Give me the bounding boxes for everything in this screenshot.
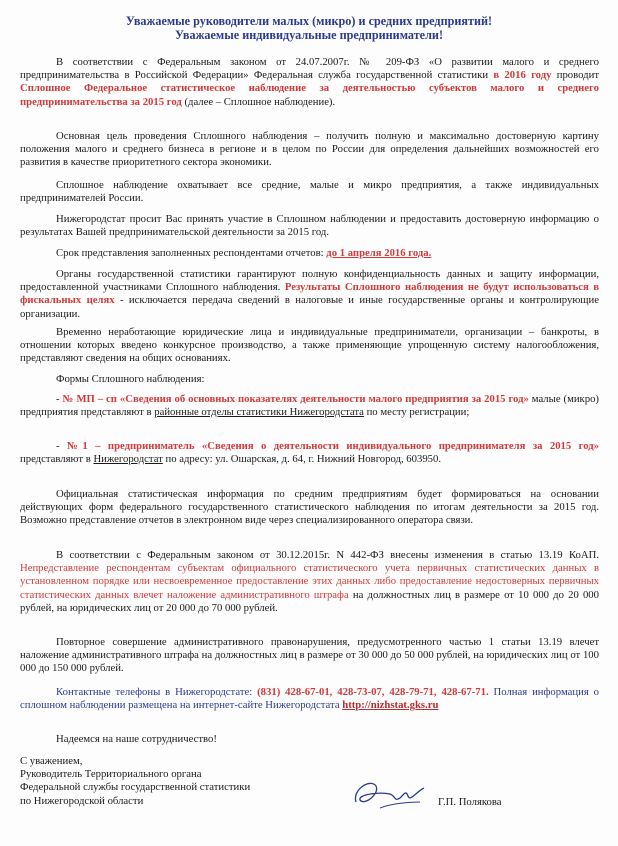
p9-text-c: малые (микро) предприятия представляют в bbox=[20, 393, 599, 419]
p9-dash: - bbox=[56, 393, 63, 405]
p9-district-offices: районные отделы статистики Нижегородстата bbox=[154, 406, 364, 419]
signature-title-2: Федеральной службы государственной статистики bbox=[20, 781, 251, 794]
website-link[interactable]: http://nizhstat.gks.ru bbox=[342, 699, 439, 712]
signatory-name: Г.П. Полякова bbox=[438, 796, 502, 808]
p1-text-a: В соответствии с Федеральным законом от 24.07.2007г. № 209-ФЗ «О развитии малого и среднего предпринимательства в Российской Федерации» Федеральная служба государственной статистики bbox=[20, 56, 599, 82]
paragraph-intro bbox=[20, 56, 599, 109]
p12-text-a: В соответствии с Федеральным законом от 30.12.2015г. N 442-ФЗ внесены изменения в статью 13.19 КоАП. bbox=[56, 549, 599, 561]
paragraph-forms-label: Формы Сплошного наблюдения: bbox=[56, 373, 205, 385]
deadline-date: до 1 апреля 2016 года. bbox=[326, 247, 432, 259]
paragraph-form-1 bbox=[20, 440, 599, 466]
p6-text-c: - исключается передача сведений в налоговые и иные государственные органы и контролирующие организации. bbox=[20, 294, 600, 320]
p9-text-e: по месту регистрации; bbox=[363, 406, 470, 419]
paragraph-goal: Основная цель проведения Сплошного наблюдения – получить полную и максимально достоверную картину положения малого и среднего бизнеса в регионе и в целом по России для определения дальнейших возможностей его развития в качестве приоритетного сектора экономики. bbox=[20, 130, 599, 169]
p12-violation: Непредставление респондентам субъектам официального статистического учета первичных статистических данных в установленном порядке или несвоевременное предоставление этих данных либо предоставление недостоверных первичных статистических данных влечет наложение административного штрафа bbox=[20, 562, 599, 601]
form-mp-title: № МП – сп «Сведения об основных показателях деятельности малого предприятия за 2015 год» bbox=[62, 393, 529, 405]
contacts-text: Полная информация о сплошном наблюдении размещена на интернет-сайте Нижегородстата bbox=[20, 686, 599, 712]
p10-nizhegorodstat: Нижегородстат bbox=[93, 453, 163, 466]
p6-fiscal-note: Результаты Сплошного наблюдения не будут использоваться в фискальных целях bbox=[20, 281, 599, 307]
form-1-title: №1 – предприниматель «Сведения о деятельности индивидуального предпринимателя за 2015 год» bbox=[66, 440, 599, 452]
p10-address: по адресу: ул. Ошарская, д. 64, г. Нижний Новгород, 603950. bbox=[162, 453, 442, 466]
paragraph-penalties bbox=[20, 549, 599, 615]
paragraph-bankrupts: Временно неработающие юридические лица и индивидуальные предприниматели, организации – банкроты, в отношении которых введено конкурсное производство, а также применяющие упрощенную систему налогообложения, представляют сведения на общих основаниях. bbox=[20, 326, 599, 365]
signature-block bbox=[20, 755, 320, 808]
p1-survey-name: Сплошное Федеральное статистическое наблюдение за деятельностью субъектов малого и среднего предпринимательства за 2015 год bbox=[20, 82, 599, 108]
paragraph-closing: Надеемся на наше сотрудничество! bbox=[56, 733, 217, 745]
p10-dash: - bbox=[56, 440, 67, 452]
paragraph-form-mp bbox=[20, 393, 599, 419]
contacts-label: Контактные телефоны в Нижегородстате: bbox=[56, 686, 258, 698]
paragraph-coverage: Сплошное наблюдение охватывает все средние, малые и микро предприятия, а также индивидуальных предпринимателей России. bbox=[20, 179, 599, 205]
paragraph-confidentiality bbox=[20, 268, 599, 321]
contacts-phones: (831) 428-67-01, 428-73-07, 428-79-71, 428-67-71. bbox=[257, 686, 489, 698]
paragraph-medium-enterprises: Официальная статистическая информация по средним предприятиям будет формироваться на основании действующих форм федерального государственного статистического наблюдения по итогам деятельности за 2015 год. Возможно представление отчетов в электронном виде через специализированного оператора связи. bbox=[20, 488, 599, 527]
p1-year: в 2016 году bbox=[493, 69, 552, 82]
paragraph-deadline bbox=[20, 247, 599, 260]
paragraph-repeat-violation: Повторное совершение административного правонарушения, предусмотренного частью 1 статьи 13.19 влечет наложение административного штрафа на должностных лиц в размере от 30 000 до 50 000 рублей, на юридических лиц от 100 000 до 150 000 рублей. bbox=[20, 636, 599, 675]
p6-text-a: Органы государственной статистики гарантируют полную конфиденциальность данных и защиту информации, предоставленной участниками Сплошного наблюдения. bbox=[20, 268, 599, 294]
p12-text-c: на должностных лиц в размере от 10 000 до 20 000 рублей, на юридических лиц от 20 000 до 70 000 рублей. bbox=[20, 588, 599, 614]
paragraph-request: Нижегородстат просит Вас принять участие в Сплошном наблюдении и предоставить достоверную информацию о результатах Вашей предпринимательской деятельности за 2015 год. bbox=[20, 213, 599, 239]
p1-text-e: (далее – Сплошное наблюдение). bbox=[181, 95, 336, 108]
deadline-label: Срок представления заполненных респондентами отчетов: bbox=[56, 247, 327, 259]
handwritten-signature-icon bbox=[350, 772, 430, 812]
signature-title-1: Руководитель Территориального органа bbox=[20, 768, 202, 781]
p10-text-c: представляют в bbox=[20, 453, 94, 466]
heading-line-1: Уважаемые руководители малых (микро) и средних предприятий! bbox=[125, 14, 493, 28]
paragraph-contacts bbox=[20, 686, 599, 712]
p1-text-c: проводит bbox=[551, 69, 599, 82]
signature-title-3: по Нижегородской области bbox=[20, 794, 144, 807]
heading-line-2: Уважаемые индивидуальные предприниматели! bbox=[174, 28, 444, 42]
signature-greeting: С уважением, bbox=[20, 755, 83, 767]
